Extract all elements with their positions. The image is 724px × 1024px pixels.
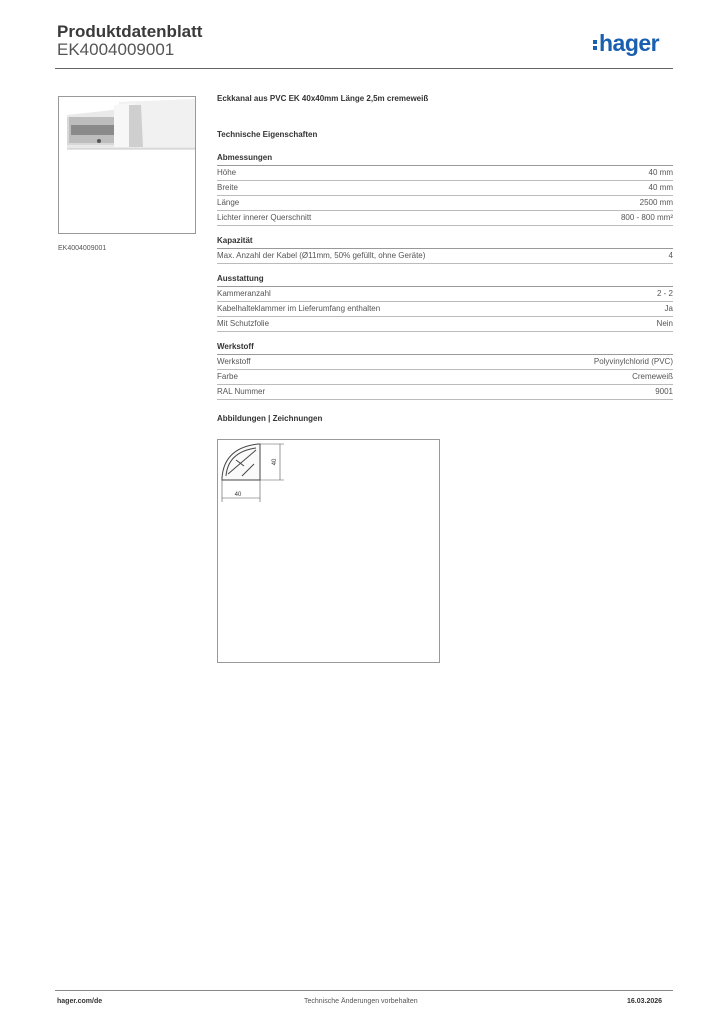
spec-panel — [217, 94, 673, 423]
spec-label: Breite — [217, 183, 238, 192]
spec-label: Höhe — [217, 168, 237, 177]
group-ausstattung — [217, 274, 673, 332]
logo-dots-icon — [593, 38, 597, 52]
footer-divider — [55, 990, 673, 991]
spec-label: Lichter innerer Querschnitt — [217, 213, 312, 222]
spec-value: Cremeweiß — [632, 372, 673, 381]
spec-row — [217, 302, 673, 317]
group-title: Kapazität — [217, 236, 673, 249]
spec-row — [217, 317, 673, 332]
spec-value: 4 — [668, 251, 673, 260]
group-title: Ausstattung — [217, 274, 673, 287]
product-photo — [58, 96, 196, 234]
spec-value: 9001 — [655, 387, 673, 396]
dim-height-label: 40 — [272, 458, 278, 466]
spec-label: Farbe — [217, 372, 238, 381]
spec-label: Mit Schutzfolie — [217, 319, 270, 328]
spec-value: Ja — [664, 304, 673, 313]
logo-text: hager — [599, 30, 660, 56]
spec-value: 2 - 2 — [656, 289, 673, 298]
spec-row — [217, 181, 673, 196]
footer-website[interactable]: hager.com/de — [57, 998, 103, 1005]
group-abmessungen — [217, 153, 673, 226]
spec-label: Länge — [217, 198, 240, 207]
spec-value: 2500 mm — [639, 198, 673, 207]
spec-value: 40 mm — [648, 168, 673, 177]
spec-label: Kabelhalteklammer im Lieferumfang enthalten — [217, 304, 381, 313]
product-title: Eckkanal aus PVC EK 40x40mm Länge 2,5m cremeweiß — [217, 94, 429, 103]
spec-row — [217, 370, 673, 385]
spec-label: Max. Anzahl der Kabel (Ø11mm, 50% gefüllt, ohne Geräte) — [217, 251, 426, 260]
spec-value: 40 mm — [648, 183, 673, 192]
group-kapazitaet — [217, 236, 673, 264]
spec-row — [217, 355, 673, 370]
page-title: Produktdatenblatt — [57, 22, 203, 41]
spec-label: RAL Nummer — [217, 387, 266, 396]
figures-title: Abbildungen | Zeichnungen — [217, 414, 323, 423]
photo-caption: EK4004009001 — [58, 245, 107, 252]
spec-label: Werkstoff — [217, 357, 251, 366]
spec-row — [217, 287, 673, 302]
header-divider — [55, 68, 673, 69]
spec-row — [217, 211, 673, 226]
spec-row — [217, 196, 673, 211]
spec-row — [217, 249, 673, 264]
group-title: Werkstoff — [217, 342, 673, 355]
spec-value: Nein — [656, 319, 673, 328]
footer-notice: Technische Änderungen vorbehalten — [304, 998, 418, 1005]
group-werkstoff — [217, 342, 673, 400]
hager-logo — [593, 30, 659, 57]
spec-label: Kammeranzahl — [217, 289, 271, 298]
footer-date: 16.03.2026 — [627, 998, 663, 1005]
dim-width-label: 40 — [234, 492, 242, 498]
product-code: EK4004009001 — [57, 40, 175, 59]
width-dimension — [222, 480, 260, 502]
section-title: Technische Eigenschaften — [217, 130, 318, 139]
corner-duct-profile — [222, 444, 260, 480]
spec-row — [217, 385, 673, 400]
spec-value: Polyvinylchlorid (PVC) — [593, 357, 673, 366]
group-title: Abmessungen — [217, 153, 673, 166]
spec-row — [217, 166, 673, 181]
spec-value: 800 - 800 mm² — [620, 213, 673, 222]
technical-drawing — [217, 439, 440, 663]
